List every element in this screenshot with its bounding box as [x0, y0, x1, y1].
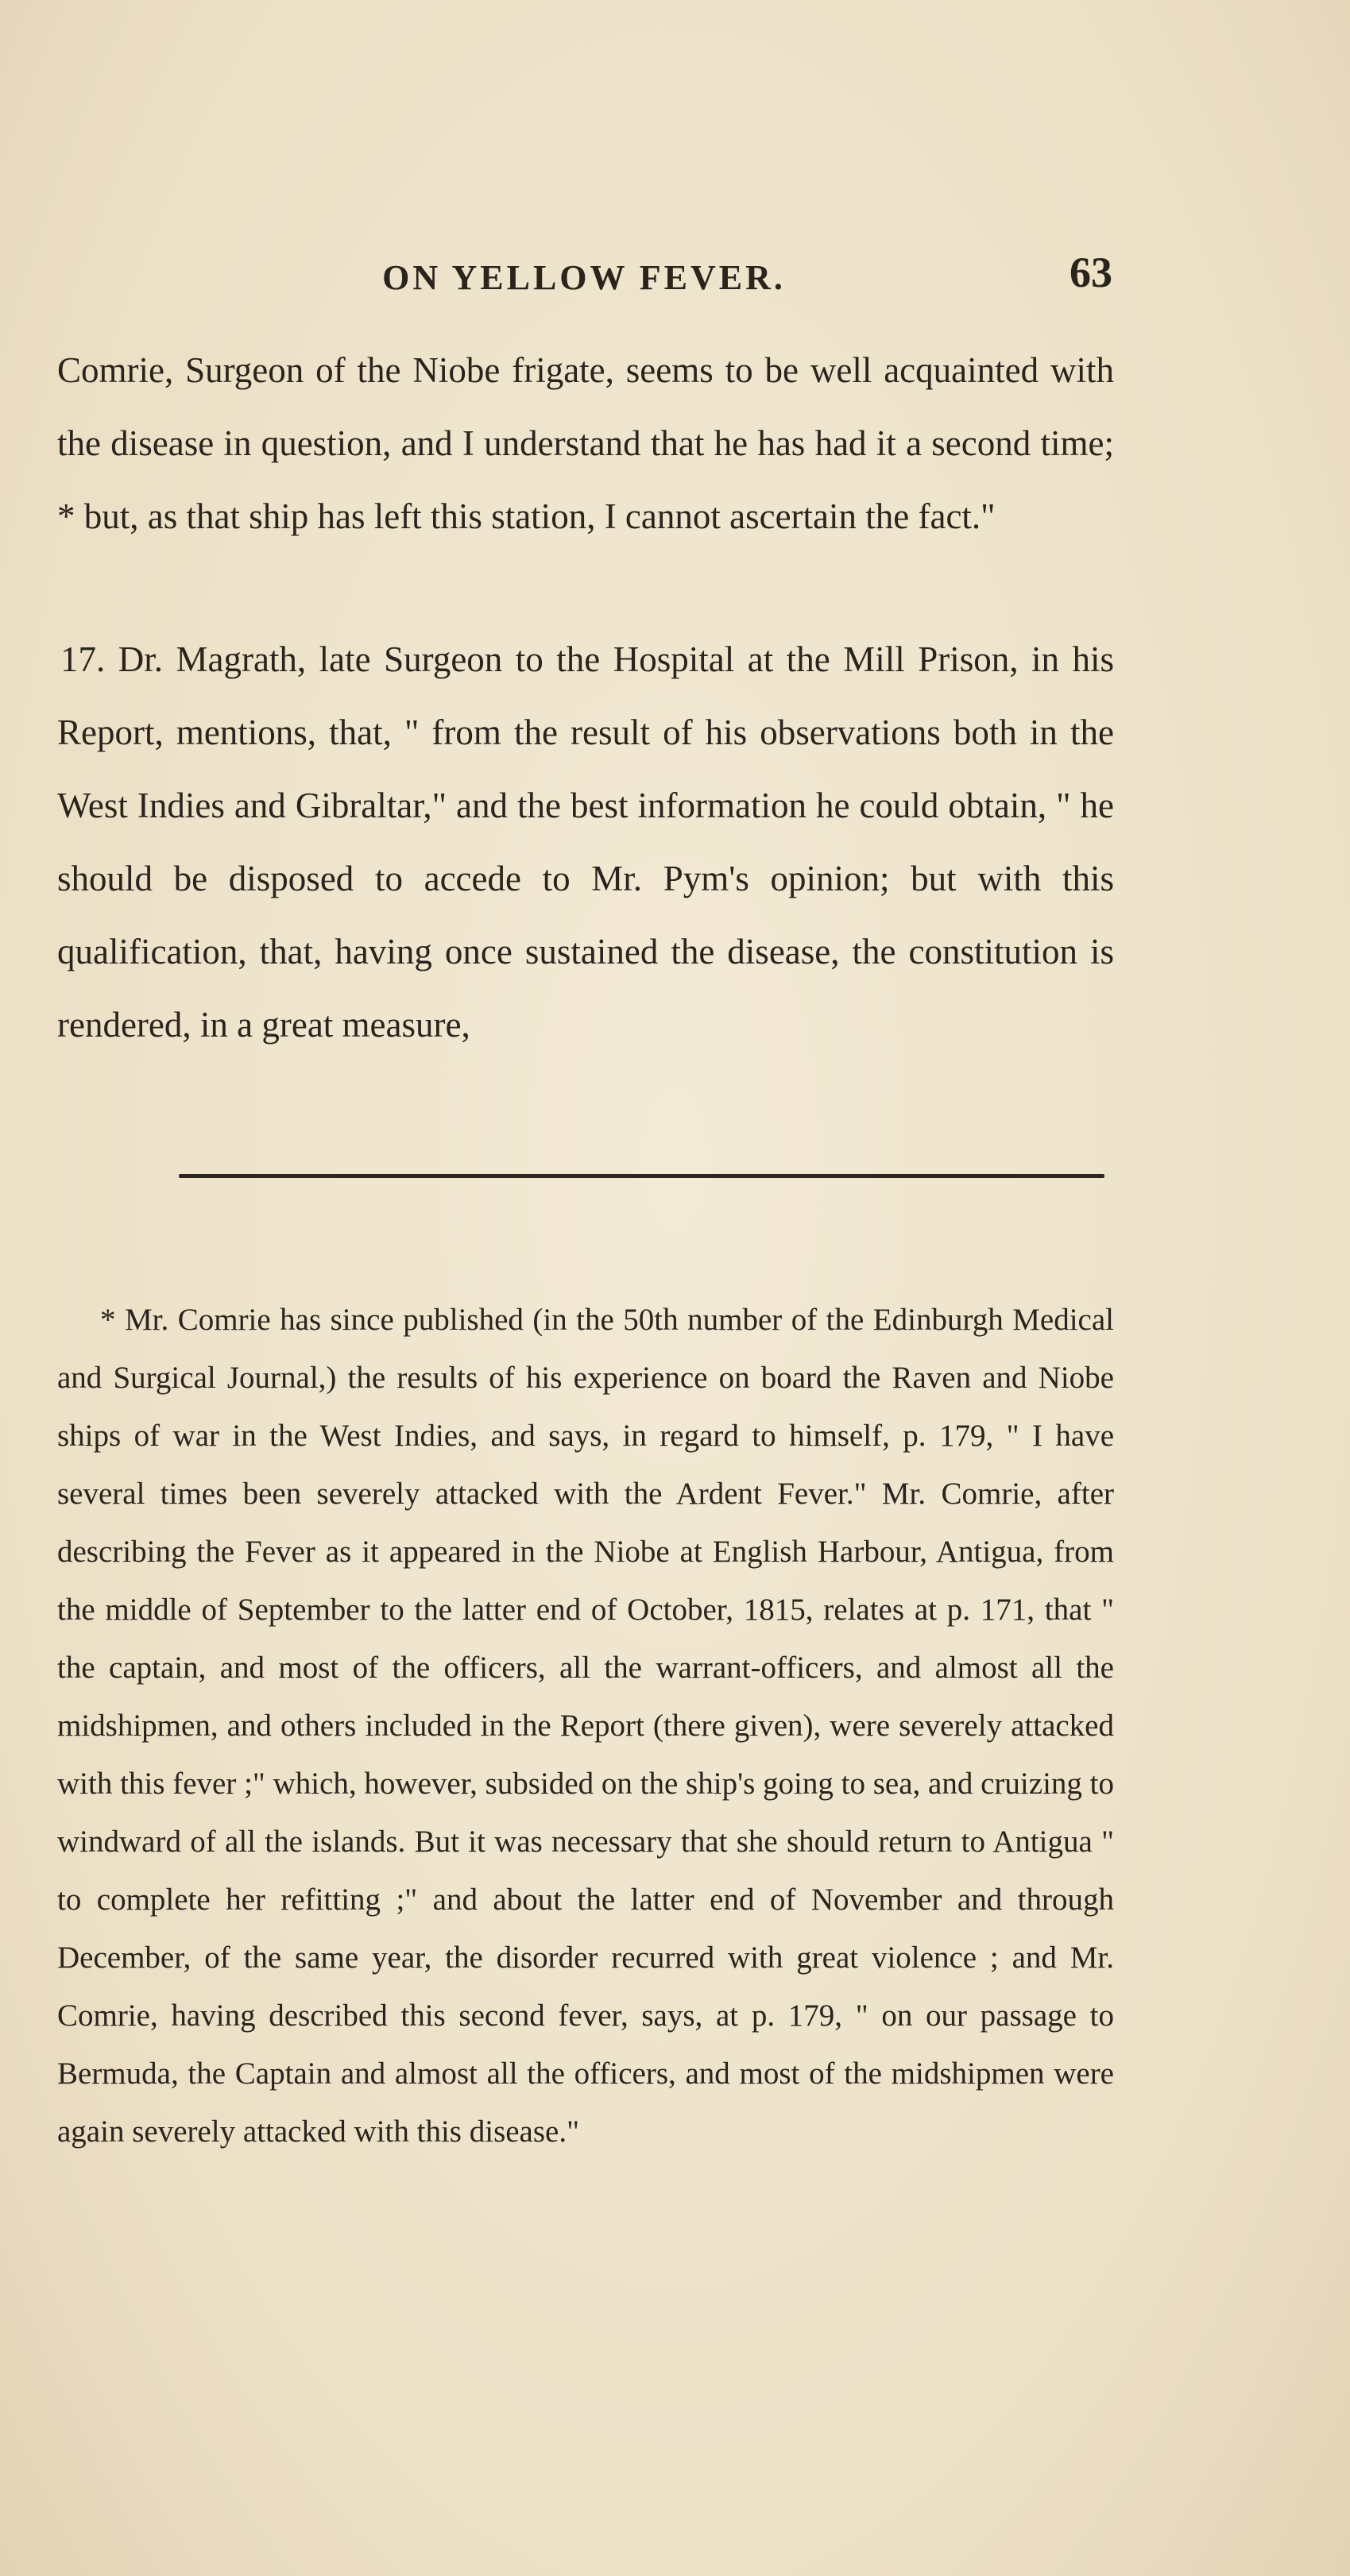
footnote-text: * Mr. Comrie has since published (in the 50th number of the Edinburgh Medical and Surgical Journal,) the results of his experience on board the Raven and Niobe ships of war in the West Indies, and says, in regard to himself, p. 179, " I have several times been severely attacked with the Ardent Fever." Mr. Comrie, after describing the Fever as it appeared in the Niobe at English Harbour, Antigua, from the middle of September to the latter end of October, 1815, relates at p. 171, that " the captain, and most of the officers, all the warrant-officers, and almost all the midshipmen, and others included in the Report (there given), were severely attacked with this fever ;" which, however, subsided on the ship's going to sea, and cruizing to windward of all the islands. But it was necessary that she should return to Antigua " to complete her refitting ;" and about the latter end of November and through December, of the same year, the disorder recurred with great violence ; and Mr. Comrie, having described this second fever, says, at p. 179, " on our passage to Bermuda, the Captain and almost all the officers, and most of the midshipmen were again severely attacked with this disease." [57, 1303, 1114, 2149]
paragraph-17: 17. Dr. Magrath, late Surgeon to the Hospital at the Mill Prison, in his Report, mentions, that, " from the result of his observations both in the West Indies and Gibraltar," and the best information he could obtain, " he should be disposed to accede to Mr. Pym's opinion; but with this qualification, that, having once sustained the disease, the constitution is rendered, in a great measure, [57, 639, 1114, 1045]
footnote [57, 1291, 1114, 2161]
paragraph-continuation: Comrie, Surgeon of the Niobe frigate, seems to be well acquainted with the disease in question, and I understand that he has had it a second time; * but, as that ship has left this station, I cannot ascertain the fact." [57, 350, 1114, 536]
page-header [56, 249, 1112, 316]
page-number: 63 [1070, 249, 1112, 296]
main-text [57, 334, 1114, 1061]
footnote-rule [179, 1174, 1104, 1178]
running-title: ON YELLOW FEVER. [382, 258, 786, 297]
